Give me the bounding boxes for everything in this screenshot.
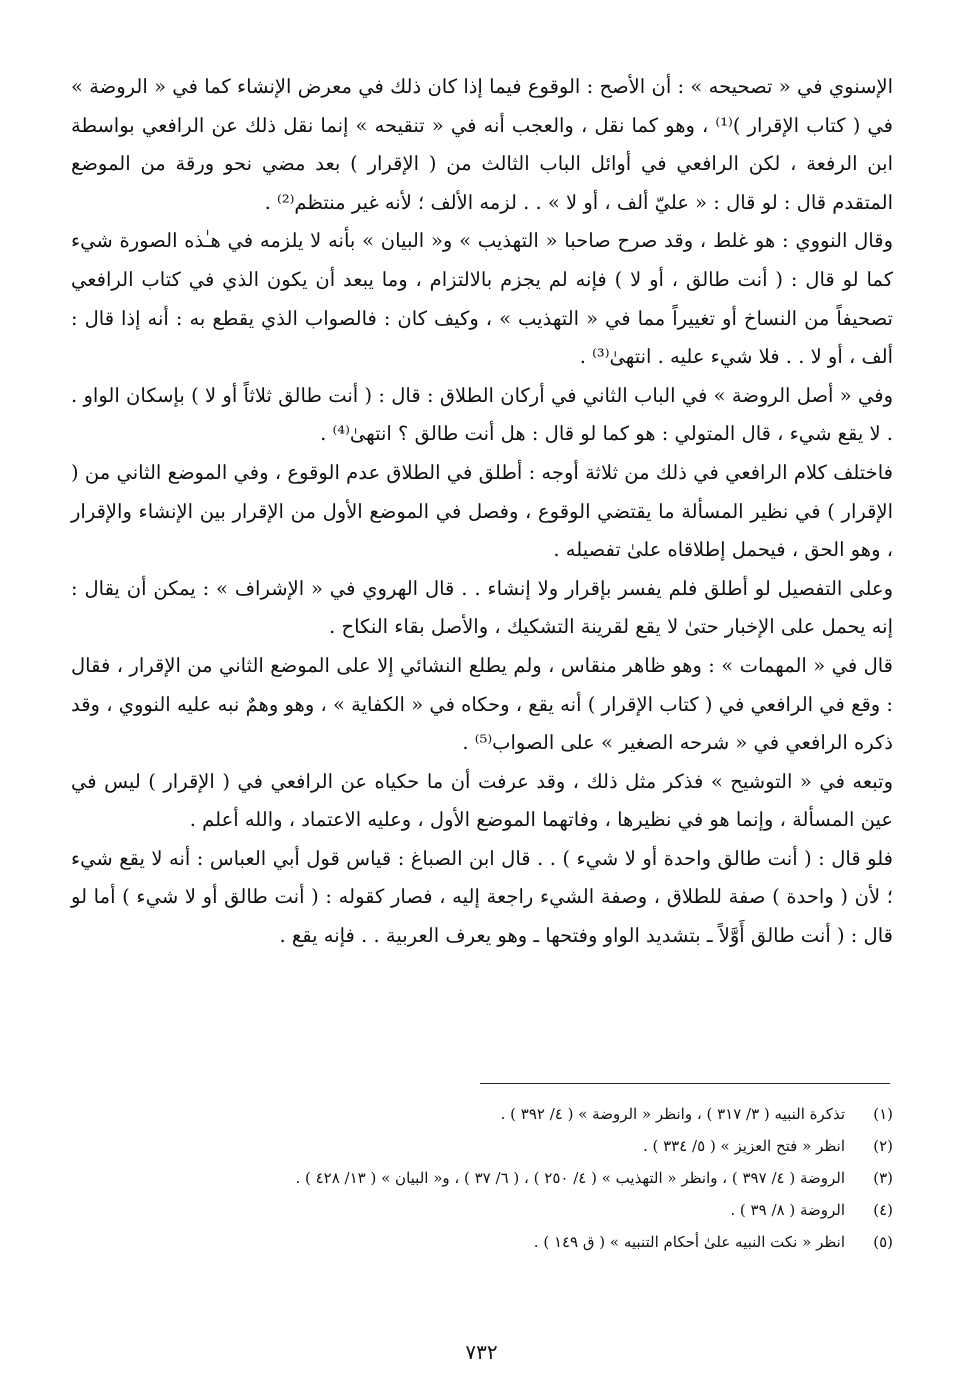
page-number: ٧٣٢ <box>465 1340 498 1364</box>
paragraph-2: وقال النووي : هو غلط ، وقد صرح صاحبا « التهذيب » و« البيان » بأنه لا يلزمه في هـٰذه الصورة شيء كما لو قال : ( أنت طالق ، أو لا ) فإنه لم يجزم بالالتزام ، وما يبعد أن يكون الذي في كتاب الرافعي تصحيفاً من النساخ أو تغييراً مما في « التهذيب » ، وكيف كان : فالصواب الذي يقطع به : أنه إذا قال : ألف ، أو لا . . فلا شيء عليه . انتهىٰ⁽³⁾ . <box>71 229 893 369</box>
paragraph-3: وفي « أصل الروضة » في الباب الثاني في أركان الطلاق : قال : ( أنت طالق ثلاثاً أو لا ) بإسكان الواو . . لا يقع شيء ، قال المتولي : هو كما لو قال : هل أنت طالق ؟ انتهىٰ⁽⁴⁾ . <box>71 383 893 446</box>
footnote-5 <box>71 1226 893 1258</box>
paragraph-4: فاختلف كلام الرافعي في ذلك من ثلاثة أوجه : أطلق في الطلاق عدم الوقوع ، وفي الموضع الثاني من ( الإقرار ) في نظير المسألة ما يقتضي الوقوع ، وفصل في الموضع الأول من الإقرار بين الإنشاء والإقرار ، وهو الحق ، فيحمل إطلاقاه علىٰ تفصيله . <box>71 460 893 562</box>
footnote-divider <box>480 1083 890 1084</box>
paragraph-7: وتبعه في « التوشيح » فذكر مثل ذلك ، وقد عرفت أن ما حكياه عن الرافعي في ( الإقرار ) ليس في عين المسألة ، وإنما هو في نظيرها ، وفاتهما الموضع الأول ، وعليه الاعتماد ، والله أعلم . <box>71 769 893 832</box>
paragraph-1: الإسنوي في « تصحيحه » : أن الأصح : الوقوع فيما إذا كان ذلك في معرض الإنشاء كما في « الروضة » في ( كتاب الإقرار )⁽¹⁾ ، وهو كما نقل ، والعجب أنه في « تنقيحه » إنما نقل ذلك عن الرافعي بواسطة ابن الرفعة ، لكن الرافعي في أوائل الباب الثالث من ( الإقرار ) بعد مضي نحو ورقة من الموضع المتقدم قال : لو قال : « عليّ ألف ، أو لا » . . لزمه الألف ؛ لأنه غير منتظم⁽²⁾ . <box>71 75 893 214</box>
footnote-number: (٢) <box>873 1137 893 1155</box>
paragraph-6: قال في « المهمات » : وهو ظاهر منقاس ، ولم يطلع النشائي إلا على الموضع الثاني من الإقرار ، فقال : وقع في الرافعي في ( كتاب الإقرار ) أنه يقع ، وحكاه في « الكفاية » ، وهو وهمٌ نبه عليه النووي ، وقد ذكره الرافعي في « شرحه الصغير » على الصواب⁽⁵⁾ . <box>71 653 893 755</box>
footnote-text: تذكرة النبيه ( ٣/ ٣١٧ ) ، وانظر « الروضة » ( ٤/ ٣٩٢ ) . <box>500 1105 845 1123</box>
footnote-number: (١) <box>873 1105 893 1123</box>
footnote-2 <box>71 1130 893 1162</box>
footnote-4 <box>71 1194 893 1226</box>
footnote-number: (٣) <box>873 1169 893 1187</box>
footnotes <box>71 1098 893 1258</box>
footnote-number: (٤) <box>873 1201 893 1219</box>
footnote-number: (٥) <box>873 1233 893 1251</box>
main-text <box>71 68 893 956</box>
paragraph-5: وعلى التفصيل لو أطلق فلم يفسر بإقرار ولا إنشاء . . قال الهروي في « الإشراف » : يمكن أن يقال : إنه يحمل على الإخبار حتىٰ لا يقع لقرينة التشكيك ، والأصل بقاء النكاح . <box>71 576 893 639</box>
footnote-text: انظر « نكت النبيه علىٰ أحكام التنبيه » ( ق ١٤٩ ) . <box>533 1233 845 1251</box>
footnote-text: الروضة ( ٨/ ٣٩ ) . <box>730 1201 845 1219</box>
paragraph-8: فلو قال : ( أنت طالق واحدة أو لا شيء ) . . قال ابن الصباغ : قياس قول أبي العباس : أنه لا يقع شيء ؛ لأن ( واحدة ) صفة للطلاق ، وصفة الشيء راجعة إليه ، فصار كقوله : ( أنت طالق أو لا شيء ) أما لو قال : ( أنت طالق أَوَّلاً ـ بتشديد الواو وفتحها ـ وهو يعرف العربية . . فإنه يقع . <box>71 846 893 948</box>
footnote-3 <box>71 1162 893 1194</box>
footnote-text: انظر « فتح العزيز » ( ٥/ ٣٣٤ ) . <box>642 1137 845 1155</box>
footnote-text: الروضة ( ٤/ ٣٩٧ ) ، وانظر « التهذيب » ( ٤/ ٢٥٠ ) ، ( ٦/ ٣٧ ) ، و« البيان » ( ١٣/ ٤٢٨ ) . <box>295 1169 845 1187</box>
footnote-1 <box>71 1098 893 1130</box>
